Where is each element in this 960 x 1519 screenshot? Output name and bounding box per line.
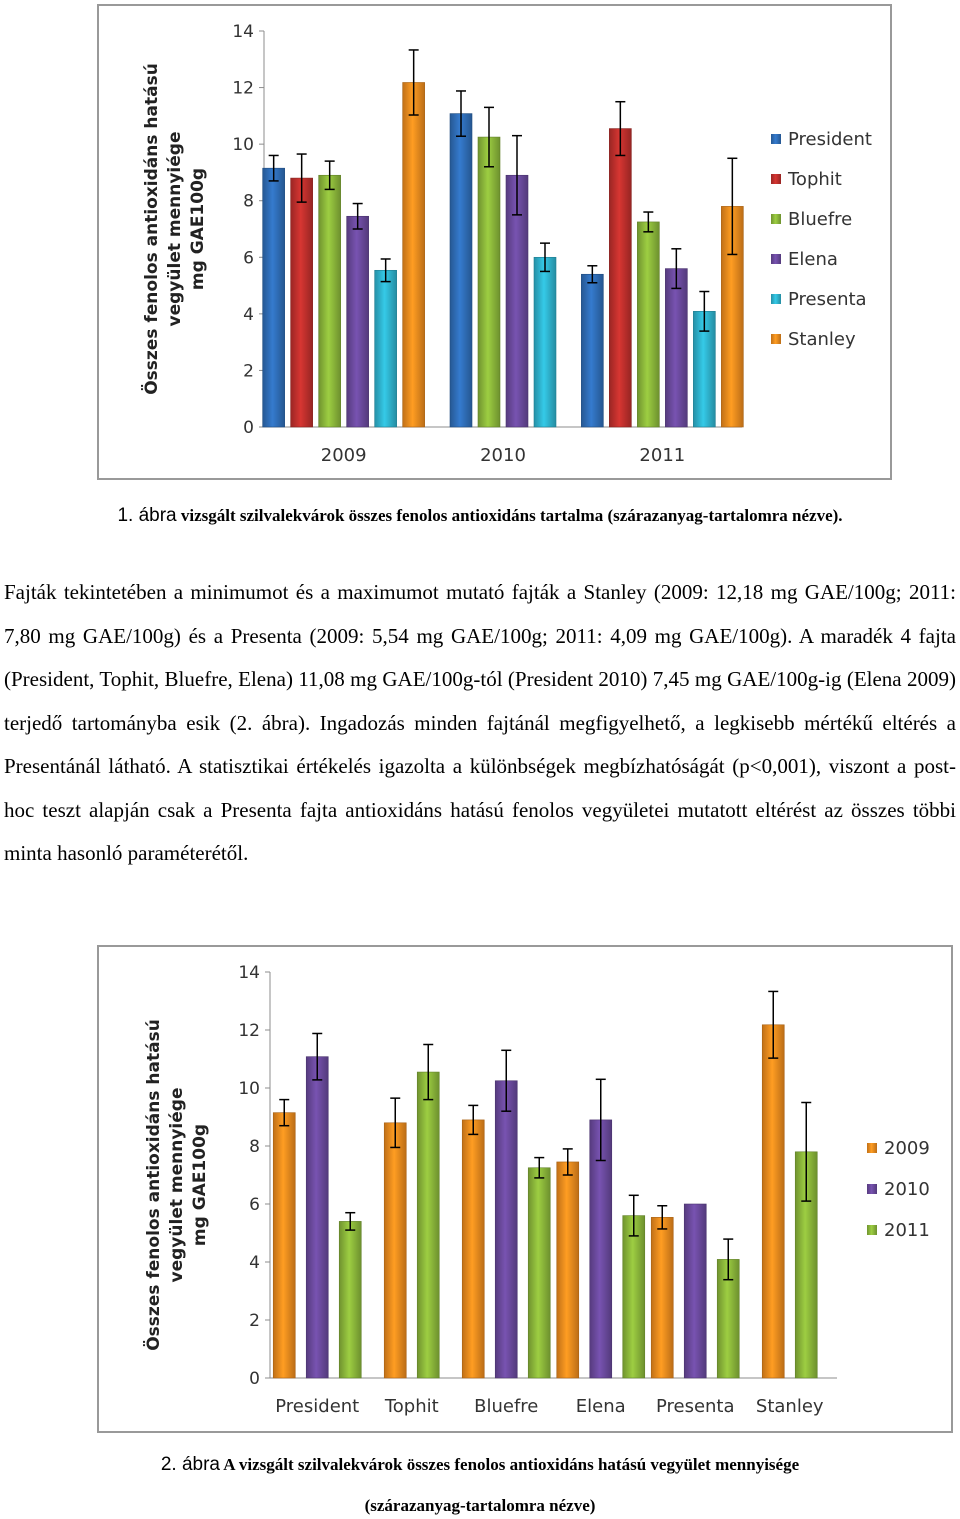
y-tick-label: 8 [249,1137,260,1157]
bar-2009-Stanley [762,1025,784,1378]
legend-swatch-Stanley [771,334,781,344]
figure2-caption-line1: A vizsgált szilvalekvárok összes fenolos antioxidáns hatású vegyület mennyisége [220,1455,800,1474]
y-tick-label: 4 [243,304,254,325]
bar-2009-Bluefre [462,1120,484,1378]
y-axis-title-line: Összes fenolos antioxidáns hatású [142,63,162,395]
y-tick-label: 0 [249,1369,260,1389]
x-category-label: 2011 [639,445,686,466]
y-tick-label: 0 [243,418,254,438]
y-tick-label: 4 [249,1253,260,1273]
bar-2011-President [339,1221,361,1378]
bar-2009-Presenta [651,1217,673,1378]
bar-President-2010 [450,114,472,427]
legend-swatch-Bluefre [771,214,781,224]
bar-2011-Tophit [417,1072,439,1378]
bar-2009-President [273,1113,295,1378]
paragraph-text: Fajták tekintetében a minimumot és a maximumot mutató fajták a Stanley (2009: 12,18 mg GAE/100g; 2011: 7,80 mg GAE/100g) és a Presenta (2009: 5,54 mg GAE/100g; 2011: 4,09 mg GAE/100g). A maradék 4 fajta (President, Tophit, Bluefre, Elena) 11,08 mg GAE/100g-tól (President 2010) 7,45 mg GAE/100g-ig (Elena 2009) terjedő tartományba esik (2. ábra). Ingadozás minden fajtánál megfigyelhető, a legkisebb mértékű eltérés a Presentánál látható. A statisztikai értékelés igazolta a különbségek megbízhatóságát (p<0,001), viszont a post-hoc teszt alapján csak a Presenta fajta antioxidáns hatású fenolos vegyületei mutatott eltérést az összes többi minta hasonló paraméterétől. [4,580,956,865]
y-axis-title [140,63,208,395]
bar-2010-President [306,1057,328,1378]
figure2-caption [0,1451,960,1478]
x-category-label: 2010 [480,445,526,466]
legend-label-2010: 2010 [884,1179,930,1200]
legend-label-Stanley: Stanley [788,329,856,350]
chart-by-variety [97,945,953,1433]
legend-label-2009: 2009 [884,1138,930,1159]
legend-label-Presenta: Presenta [788,289,867,310]
bar-Bluefre-2010 [478,137,500,427]
legend-swatch-2009 [867,1143,877,1153]
x-category-label: Tophit [384,1396,439,1417]
legend-label-President: President [788,129,872,150]
x-category-label: Presenta [655,1396,735,1417]
bar-President-2009 [263,168,285,427]
y-tick-label: 14 [232,22,254,42]
x-category-label: Stanley [755,1396,824,1417]
x-category-label: Bluefre [474,1396,539,1417]
legend-swatch-2011 [867,1225,877,1235]
bar-Tophit-2009 [291,178,313,427]
chart-by-variety-svg [99,947,951,1431]
bar-2009-Tophit [384,1123,406,1378]
bar-2010-Bluefre [495,1081,517,1378]
y-tick-label: 14 [238,963,260,983]
bar-Bluefre-2011 [637,222,659,427]
y-axis-title-line: vegyület mennyiége [165,131,185,327]
y-tick-label: 2 [249,1311,260,1331]
figure2-caption-number: 2. ábra [160,1454,220,1475]
legend-swatch-President [771,134,781,144]
y-tick-label: 8 [243,191,254,212]
bar-Bluefre-2009 [319,175,341,427]
chart-by-year-svg [99,6,890,478]
figure2-caption-continued [0,1492,960,1519]
y-axis-title [142,1019,210,1351]
x-category-label: President [275,1396,360,1417]
legend-swatch-Elena [771,254,781,264]
y-tick-label: 6 [249,1195,260,1215]
bar-2011-Bluefre [528,1168,550,1378]
y-axis-title-line: Összes fenolos antioxidáns hatású [144,1019,164,1351]
legend-label-Bluefre: Bluefre [788,209,853,230]
x-category-label: 2009 [320,445,367,466]
y-tick-label: 10 [238,1079,260,1099]
legend-label-Elena: Elena [788,249,838,270]
bar-President-2011 [581,274,603,427]
y-tick-label: 10 [232,135,254,156]
y-axis-title-line: mg GAE100g [190,1123,210,1247]
body-paragraph [4,571,956,876]
bar-Elena-2011 [665,269,687,427]
figure2-caption-line2: (szárazanyag-tartalomra nézve) [364,1496,596,1515]
y-tick-label: 6 [243,248,254,269]
legend-swatch-Tophit [771,174,781,184]
bar-Stanley-2009 [403,82,425,427]
legend-swatch-2010 [867,1184,877,1194]
bar-2010-Presenta [684,1204,706,1378]
y-tick-label: 2 [243,361,254,382]
y-axis-title-line: mg GAE100g [188,167,208,291]
chart-by-year [97,4,892,480]
x-category-label: Elena [575,1396,626,1417]
y-axis-title-line: vegyület mennyiége [167,1087,187,1283]
figure1-caption-text: vizsgált szilvalekvárok összes fenolos antioxidáns tartalma (szárazanyag-tartalomra nézve). [176,506,843,525]
legend-label-Tophit: Tophit [788,169,842,190]
bar-Elena-2009 [347,216,369,427]
bar-2009-Elena [557,1162,579,1378]
y-tick-label: 12 [232,78,254,99]
bar-Presenta-2009 [375,270,397,427]
y-tick-label: 12 [238,1021,260,1041]
bar-Presenta-2010 [534,257,556,427]
legend-swatch-Presenta [771,294,781,304]
bar-Tophit-2011 [609,129,631,427]
figure1-caption [0,502,960,529]
legend-label-2011: 2011 [884,1220,930,1241]
figure1-caption-number: 1. ábra [117,505,177,526]
bar-2011-Elena [623,1216,645,1378]
